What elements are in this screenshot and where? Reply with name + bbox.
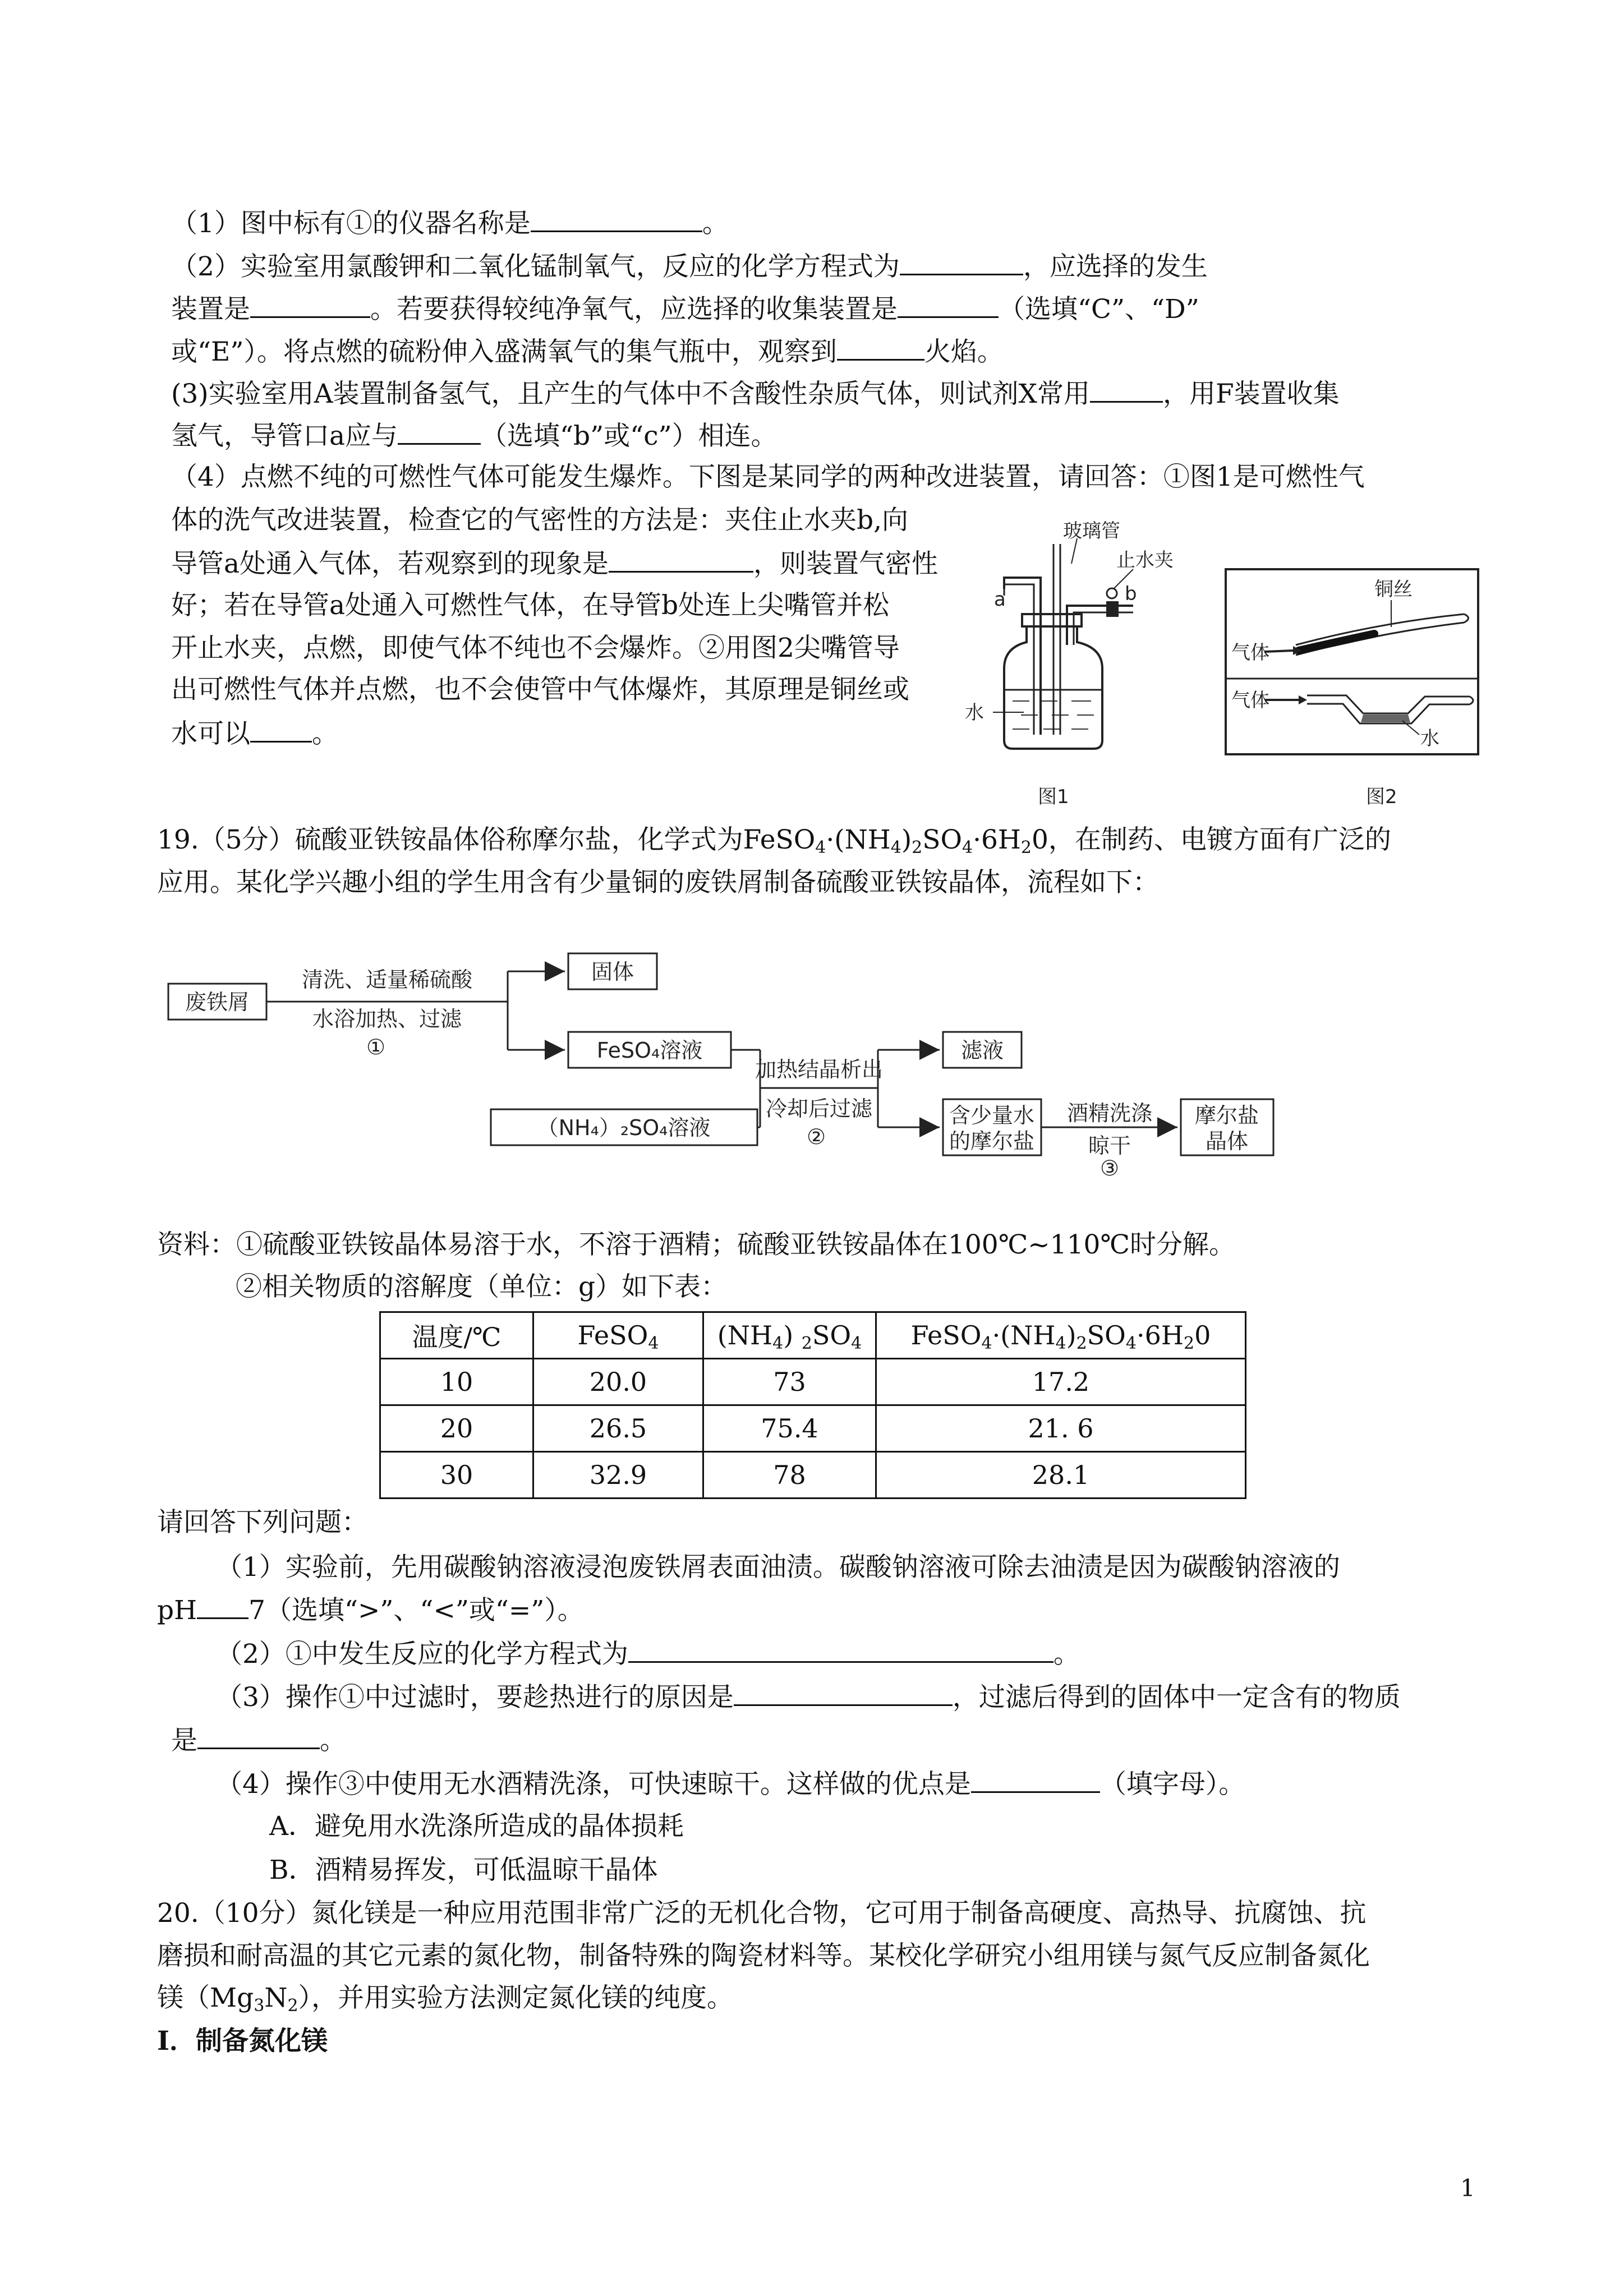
- table-cell: 21. 6: [876, 1405, 1246, 1452]
- answer-blank[interactable]: [898, 292, 999, 318]
- flow-filtrate: 滤液: [960, 1038, 1004, 1063]
- answer-blank[interactable]: [734, 1680, 953, 1706]
- q20-line-1: 20.（10分）氮化镁是一种应用范围非常广泛的无机化合物，它可用于制备高硬度、高热导、抗腐蚀、抗: [157, 1898, 1367, 1929]
- table-cell: 20: [380, 1405, 533, 1452]
- q18-line-6: 氢气，导管口a应与 （选填“b”或“c”）相连。: [171, 418, 778, 453]
- flow-solid: 固体: [591, 960, 634, 984]
- flow-step3-number: ③: [1099, 1156, 1120, 1181]
- q18-line-2: （2）实验室用氯酸钾和二氧化锰制氧气，反应的化学方程式为 ，应选择的发生: [171, 249, 1208, 284]
- table-header-row: [380, 1312, 1246, 1359]
- table-row: [380, 1359, 1246, 1405]
- q19-resource-2: ②相关物质的溶解度（单位：g）如下表：: [236, 1271, 728, 1302]
- fig1-label-tube: 玻璃管: [1063, 520, 1120, 542]
- table-cell: 26.5: [533, 1405, 703, 1452]
- answer-blank[interactable]: [197, 1593, 249, 1619]
- answer-blank[interactable]: [971, 1767, 1100, 1793]
- figure-1-gas-washing-bottle: [965, 520, 1223, 813]
- fig1-label-water: 水: [965, 702, 984, 724]
- fig2-label-gas-bottom: 气体: [1231, 689, 1269, 712]
- answer-blank[interactable]: [900, 249, 1023, 275]
- q18-line-11: 开止水夹，点燃，即使气体不纯也不会爆炸。②用图2尖嘴管导: [171, 633, 900, 663]
- fig2-label-wire: 铜丝: [1374, 578, 1413, 601]
- answer-blank[interactable]: [250, 292, 370, 318]
- answer-blank[interactable]: [837, 334, 924, 361]
- answer-blank[interactable]: [197, 1723, 320, 1749]
- q19-part-4: （4）操作③中使用无水酒精洗涤，可快速晾干。这样做的优点是 （填字母）。: [216, 1767, 1245, 1801]
- table-header-cell: $(NH_4)$ $_2SO_4$: [703, 1312, 876, 1359]
- flow-step1-bottom: 水浴加热、过滤: [312, 1007, 462, 1031]
- process-flowchart: [165, 942, 1282, 1181]
- q20-section-title: I．制备氮化镁: [157, 2026, 328, 2057]
- answer-blank[interactable]: [398, 418, 481, 445]
- q18-line-7: （4）点燃不纯的可燃性气体可能发生爆炸。下图是某同学的两种改进装置，请回答：①图1是可燃性气: [171, 462, 1365, 492]
- q19-ask: 请回答下列问题：: [157, 1507, 368, 1538]
- table-cell: 10: [380, 1359, 533, 1405]
- answer-blank[interactable]: [531, 206, 702, 232]
- fig1-caption: 图1: [1038, 786, 1069, 808]
- table-row: [380, 1452, 1246, 1499]
- q19-part-1-line-2: pH 7（选填“>”、“<”或“=”）。: [157, 1593, 584, 1628]
- q20-line-3: 镁$(Mg_3N_2)$，并用实验方法测定氮化镁的纯度。: [157, 1983, 734, 2016]
- solubility-table: [379, 1311, 1246, 1499]
- q19-part-2: （2）①中发生反应的化学方程式为 。: [216, 1636, 1080, 1671]
- fig1-label-a: a: [994, 588, 1006, 611]
- table-cell: 75.4: [703, 1405, 876, 1452]
- q19-resource-1: 资料：①硫酸亚铁铵晶体易溶于水，不溶于酒精；硫酸亚铁铵晶体在100℃~110℃时分解。: [157, 1229, 1235, 1260]
- flow-step1-number: ①: [366, 1035, 386, 1059]
- q19-option-a: A．避免用水洗涤所造成的晶体损耗: [269, 1811, 684, 1842]
- q19-line-2: 应用。某化学兴趣小组的学生用含有少量铜的废铁屑制备硫酸亚铁铵晶体，流程如下：: [157, 867, 1159, 898]
- q18-line-1: （1）图中标有①的仪器名称是 。: [171, 206, 729, 241]
- table-cell: 73: [703, 1359, 876, 1405]
- table-header-cell: FeSO$_4$: [533, 1312, 703, 1359]
- table-cell: 20.0: [533, 1359, 703, 1405]
- fig2-caption: 图2: [1366, 786, 1397, 808]
- fig1-label-clamp: 止水夹: [1116, 549, 1174, 571]
- fig2-label-water: 水: [1420, 727, 1439, 750]
- flow-step2-number: ②: [806, 1124, 826, 1149]
- flow-wet-salt-line2: 的摩尔盐: [949, 1129, 1035, 1154]
- q19-option-b: B．酒精易挥发，可低温晾干晶体: [269, 1855, 658, 1885]
- flow-step3-top: 酒精洗涤: [1066, 1101, 1153, 1126]
- flow-wet-salt-line1: 含少量水: [949, 1103, 1035, 1128]
- table-cell: 32.9: [533, 1452, 703, 1499]
- flow-nh4so4-solution: （NH₄）₂SO₄溶液: [537, 1115, 711, 1140]
- flow-feso4-solution: FeSO₄溶液: [596, 1038, 703, 1063]
- flow-step2-bottom: 冷却后过滤: [765, 1096, 873, 1121]
- table-header-cell: $FeSO_4\cdot(NH_4)_2SO_4\cdot 6H_20$: [876, 1312, 1246, 1359]
- q18-line-12: 出可燃性气体并点燃，也不会使管中气体爆炸，其原理是铜丝或: [171, 674, 909, 705]
- table-header-cell: 温度/℃: [380, 1312, 533, 1359]
- flow-crystal-line1: 摩尔盐: [1194, 1103, 1259, 1128]
- q18-line-8: 体的洗气改进装置，检查它的气密性的方法是：夹住止水夹b,向: [171, 505, 909, 536]
- table-cell: 78: [703, 1452, 876, 1499]
- q19-part-3-line-1: （3）操作①中过滤时，要趁热进行的原因是 ，过滤后得到的固体中一定含有的物质: [216, 1680, 1401, 1714]
- answer-blank[interactable]: [628, 1636, 1053, 1663]
- answer-blank[interactable]: [250, 716, 312, 743]
- flow-step1-top: 清洗、适量稀硫酸: [301, 967, 473, 992]
- flow-scrap-iron: 废铁屑: [185, 990, 250, 1015]
- flow-step2-top: 加热结晶析出: [755, 1057, 884, 1082]
- table-row: [380, 1405, 1246, 1452]
- fig2-label-gas-top: 气体: [1231, 642, 1269, 664]
- q20-line-2: 磨损和耐高温的其它元素的氮化物，制备特殊的陶瓷材料等。某校化学研究小组用镁与氮气反应制备氮化: [157, 1940, 1370, 1971]
- q18-line-9: 导管a处通入气体，若观察到的现象是 ，则装置气密性: [171, 546, 938, 581]
- flow-step3-bottom: 晾干: [1088, 1133, 1131, 1158]
- q18-line-13: 水可以 。: [171, 716, 338, 751]
- q18-line-5: (3)实验室用A装置制备氢气，且产生的气体中不含酸性杂质气体，则试剂X常用 ，用F装置收集: [171, 376, 1340, 411]
- q18-line-3: 装置是 。若要获得较纯净氧气，应选择的收集装置是 （选填“C”、“D”: [171, 292, 1199, 326]
- answer-blank[interactable]: [609, 546, 753, 573]
- q19-line-1: 19.（5分）硫酸亚铁铵晶体俗称摩尔盐，化学式为$FeSO_4\cdot(NH_4)_2SO_4\cdot 6H_20$，在制药、电镀方面有广泛的: [157, 824, 1391, 857]
- q18-line-4: 或“E”）。将点燃的硫粉伸入盛满氧气的集气瓶中，观察到 火焰。: [171, 334, 1004, 369]
- q19-part-3-line-2: 是 。: [171, 1723, 346, 1758]
- table-cell: 17.2: [876, 1359, 1246, 1405]
- table-cell: 30: [380, 1452, 533, 1499]
- q18-line-10: 好；若在导管a处通入可燃性气体，在导管b处连上尖嘴管并松: [171, 590, 890, 621]
- fig1-label-b: b: [1125, 583, 1137, 605]
- q19-part-1-line-1: （1）实验前，先用碳酸钠溶液浸泡废铁屑表面油渍。碳酸钠溶液可除去油渍是因为碳酸钠溶液的: [216, 1552, 1340, 1583]
- table-cell: 28.1: [876, 1452, 1246, 1499]
- page-number: 1: [1460, 2174, 1475, 2202]
- figure-2-flame-arrestor: [1223, 566, 1481, 813]
- answer-blank[interactable]: [1090, 376, 1163, 403]
- flow-crystal-line2: 晶体: [1205, 1129, 1249, 1154]
